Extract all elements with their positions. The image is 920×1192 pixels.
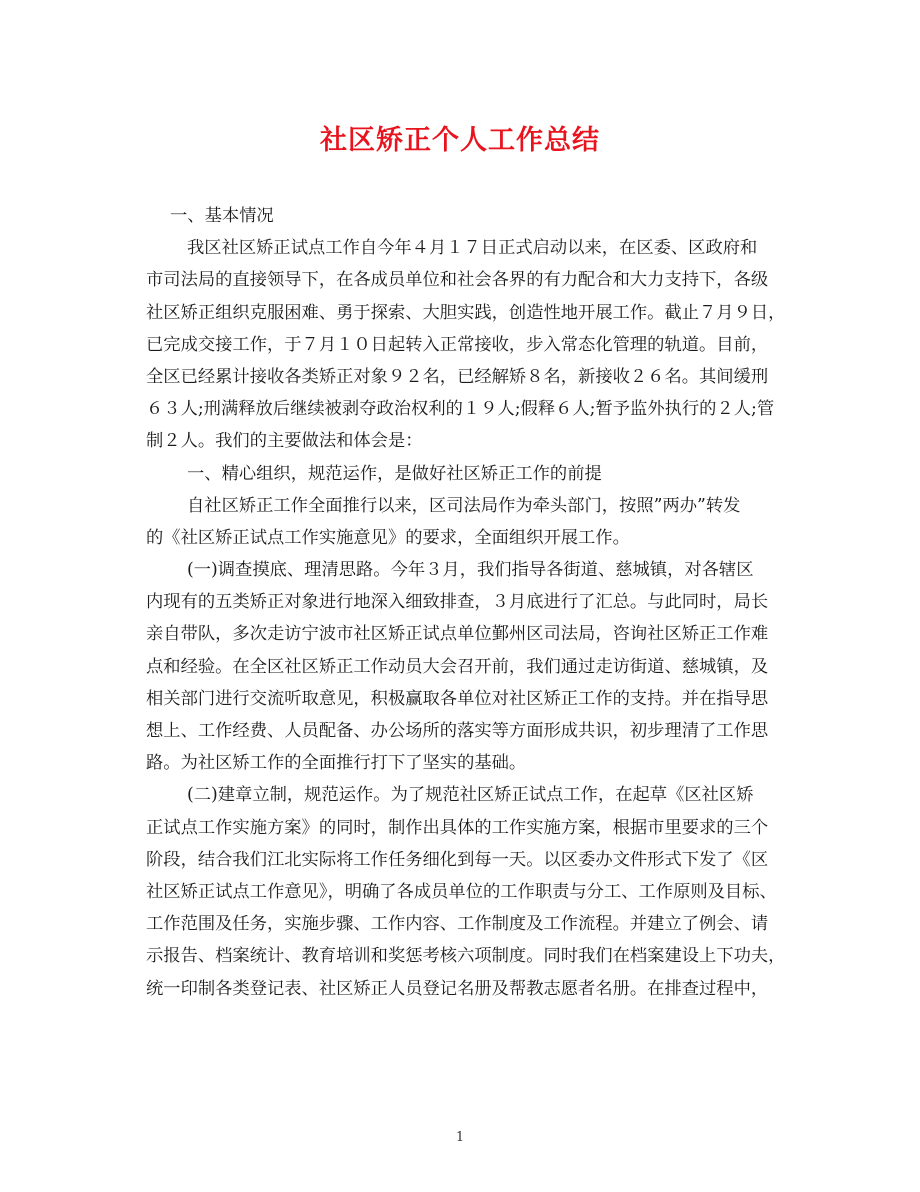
paragraph-line: 正试点工作实施方案》的同时，制作出具体的工作实施方案，根据市里要求的三个 [146,817,769,838]
paragraph-line: 内现有的五类矫正对象进行地深入细致排查，３月底进行了汇总。与此同时，局长 [146,592,769,613]
document-title: 社区矫正个人工作总结 [320,125,600,156]
paragraph-line: 制２人。我们的主要做法和体会是： [146,431,423,452]
paragraph-line: 全区已经累计接收各类矫正对象９２名，已经解矫８名，新接收２６名。其间缓刑 [146,366,769,387]
paragraph-line: 相关部门进行交流听取意见，积极赢取各单位对社区矫正工作的支持。并在指导思 [146,688,769,709]
paragraph-line: 社区矫正试点工作意见》，明确了各成员单位的工作职责与分工、工作原则及目标、 [146,881,777,902]
paragraph-line: 社区矫正组织克服困难、勇于探索、大胆实践，创造性地开展工作。截止７月９日， [146,302,786,323]
paragraph-line: 阶段，结合我们江北实际将工作任务细化到每一天。以区委办文件形式下发了《区 [146,849,769,870]
paragraph-line: 统一印制各类登记表、社区矫正人员登记名册及帮教志愿者名册。在排查过程中， [146,978,769,999]
paragraph-line: 自社区矫正工作全面推行以来，区司法局作为牵头部门，按照”两办”转发 [187,495,741,516]
document-body [146,200,786,1005]
paragraph-line: 亲自带队，多次走访宁波市社区矫正试点单位鄞州区司法局，咨询社区矫正工作难 [146,624,769,645]
paragraph-line: ６３人;刑满释放后继续被剥夺政治权利的１９人;假释６人;暂予监外执行的２人;管 [146,399,775,420]
paragraph-line: (二)建章立制，规范运作。为了规范社区矫正试点工作，在起草《区社区矫 [187,785,754,806]
page-number: 1 [455,1130,465,1145]
paragraph-line: 已完成交接工作，于７月１０日起转入正常接收，步入常态化管理的轨道。目前， [146,334,769,355]
paragraph-line: 想上、工作经费、人员配备、办公场所的落实等方面形成共识，初步理清了工作思 [146,721,769,741]
paragraph-line: (一)调查摸底、理清思路。今年３月，我们指导各街道、慈城镇，对各辖区 [187,560,754,581]
paragraph-line: 市司法局的直接领导下，在各成员单位和社会各界的有力配合和大力支持下，各级 [146,270,769,291]
section-heading: 一、精心组织，规范运作，是做好社区矫正工作的前提 [187,463,602,484]
paragraph-line: 点和经验。在全区社区矫正工作动员大会召开前，我们通过走访街道、慈城镇，及 [146,656,769,677]
paragraph-line: 我区社区矫正试点工作自今年４月１７日正式启动以来，在区委、区政府和 [187,238,758,259]
paragraph-line: 示报告、档案统计、教育培训和奖惩考核六项制度。同时我们在档案建设上下功夫， [146,946,786,967]
section-heading: 一、基本情况 [170,206,274,226]
paragraph-line: 路。为社区矫工作的全面推行打下了坚实的基础。 [146,753,527,774]
paragraph-line: 的《社区矫正试点工作实施意见》的要求，全面组织开展工作。 [146,527,630,548]
paragraph-line: 工作范围及任务，实施步骤、工作内容、工作制度及工作流程。并建立了例会、请 [146,914,769,935]
